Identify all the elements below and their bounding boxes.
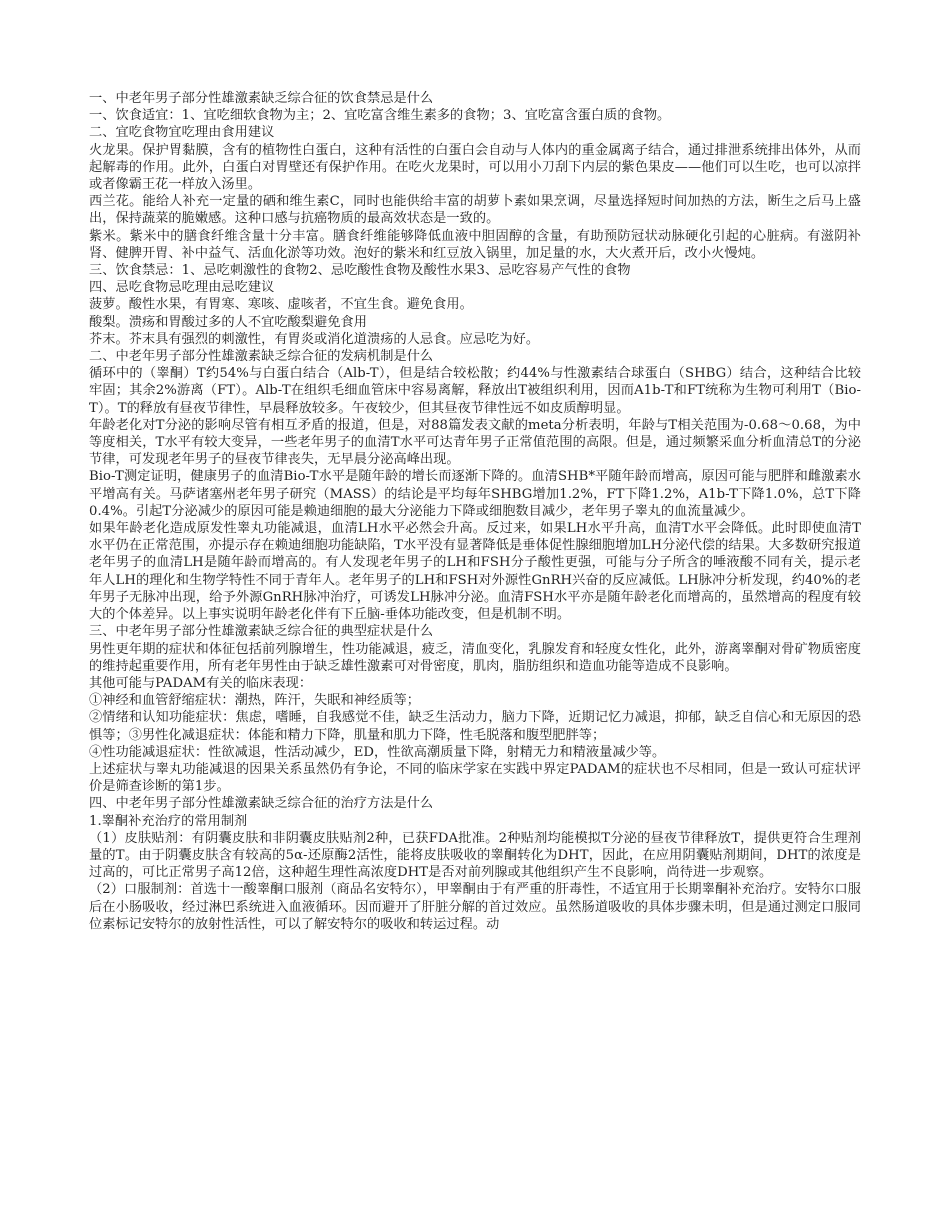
list-item: ②情绪和认知功能症状：焦虑，嗜睡，自我感觉不佳，缺乏生活动力，脑力下降，近期记忆力减退，抑郁，缺乏自信心和无原因的恐惧等；③男性化减退症状：体能和精力下降，肌量和肌力下降，性毛脱落和腹型肥胖等； <box>89 710 861 743</box>
paragraph: 酸梨。溃疡和胃酸过多的人不宜吃酸梨避免食用 <box>89 314 367 330</box>
sub-heading: 1.睾酮补充治疗的常用制剂 <box>89 813 248 829</box>
list-item: ④性功能减退症状：性欲减退，性活动减少，ED，性欲高潮质量下降，射精无力和精液量减少等。 <box>89 744 666 760</box>
section-heading: 四、中老年男子部分性雄激素缺乏综合征的治疗方法是什么 <box>89 796 434 812</box>
section-heading: 二、中老年男子部分性雄激素缺乏综合征的发病机制是什么 <box>89 349 434 365</box>
list-item: ①神经和血管舒缩症状：潮热，阵汗，失眠和神经质等； <box>89 693 420 709</box>
paragraph: 紫米。紫米中的膳食纤维含量十分丰富。膳食纤维能够降低血液中胆固醇的含量，有助预防冠状动脉硬化引起的心脏病。有滋阴补肾、健脾开胃、补中益气、活血化淤等功效。泡好的紫米和红豆放入锅里，加足量的水，大火煮开后，改小火慢炖。 <box>89 228 861 261</box>
paragraph: （2）口服制剂：首选十一酸睾酮口服剂（商品名安特尔），甲睾酮由于有严重的肝毒性，不适宜用于长期睾酮补充治疗。安特尔口服后在小肠吸收，经过淋巴系统进入血液循环。因而避开了肝脏分解的首过效应。虽然肠道吸收的具体步骤未明，但是通过测定口服同位素标记安特尔的放射性活性，可以了解安特尔的吸收和转运过程。动 <box>89 882 861 932</box>
paragraph: 男性更年期的症状和体征包括前列腺增生，性功能减退，疲乏，清血变化，乳腺发育和轻度女性化，此外，游离睾酮对骨矿物质密度的维持起重要作用，所有老年男性由于缺乏雄性激素可对骨密度，肌肉，脂肪组织和造血功能等造成不良影响。 <box>89 641 861 674</box>
section-heading: 四、忌吃食物忌吃理由忌吃建议 <box>89 280 275 296</box>
paragraph: 芥末。芥末具有强烈的刺激性，有胃炎或消化道溃疡的人忌食。应忌吃为好。 <box>89 331 540 347</box>
document-body <box>89 90 861 933</box>
paragraph: 如果年龄老化造成原发性睾丸功能减退，血清LH水平必然会升高。反过来，如果LH水平升高，血清T水平会降低。此时即使血清T水平仍在正常范围，亦提示存在赖迪细胞功能缺陷，T水平没有显著降低是垂体促性腺细胞增加LH分泌代偿的结果。大多数研究报道老年男子的血清LH是随年龄而增高的。有人发现老年男子的LH和FSH分子酸性更强，可能与分子所含的唾液酸不同有关，提示老年人LH的理化和生物学特性不同于青年人。老年男子的LH和FSH对外源性GnRH兴奋的反应减低。LH脉冲分析发现，约40%的老年男子无脉冲出现，给予外源GnRH脉冲治疗，可诱发LH脉冲分泌。血清FSH水平亦是随年龄老化而增高的，虽然增高的程度有较大的个体差异。以上事实说明年龄老化伴有下丘脑-垂体功能改变，但是机制不明。 <box>89 521 861 623</box>
paragraph: 其他可能与PADAM有关的临床表现： <box>89 675 313 691</box>
paragraph: Bio-T测定证明，健康男子的血清Bio-T水平是随年龄的增长而逐渐下降的。血清SHB*平随年龄而增高，原因可能与肥胖和雌激素水平增高有关。马萨诸塞州老年男子研究（MASS）的结论是平均每年SHBG增加1.2%，FT下降1.2%，A1b-T下降1.0%，总T下降0.4%。引起T分泌减少的原因可能是赖迪细胞的最大分泌能力下降或细胞数目减少，老年男子睾丸的血流量减少。 <box>89 469 861 519</box>
section-heading: 二、宜吃食物宜吃理由食用建议 <box>89 125 275 141</box>
paragraph: 火龙果。保护胃黏膜，含有的植物性白蛋白，这种有活性的白蛋白会自动与人体内的重金属离子结合，通过排泄系统排出体外，从而起解毒的作用。此外，白蛋白对胃壁还有保护作用。在吃火龙果时，可以用小刀刮下内层的紫色果皮——他们可以生吃，也可以凉拌或者像霸王花一样放入汤里。 <box>89 142 861 193</box>
paragraph: 年龄老化对T分泌的影响尽管有相互矛盾的报道，但是，对88篇发表文献的meta分析表明，年龄与T相关范围为-0.68～0.68，为中等度相关，T水平有较大变异，一些老年男子的血清T水平可达青年男子正常值范围的高限。但是，通过频繁采血分析血清总T的分泌节律，可发现老年男子的昼夜节律丧失，无早晨分泌高峰出现。 <box>89 417 861 468</box>
paragraph: 循环中的（睾酮）T约54%与白蛋白结合（Alb-T），但是结合较松散；约44%与性激素结合球蛋白（SHBG）结合，这种结合比较牢固；其余2%游离（FT）。Alb-T在组织毛细血管床中容易离解，释放出T被组织利用，因而A1b-T和FT统称为生物可利用T（Bio-T）。T的释放有昼夜节律性，早晨释放较多。午夜较少，但其昼夜节律性远不如皮质醇明显。 <box>89 366 861 416</box>
paragraph: 西兰花。能给人补充一定量的硒和维生素C，同时也能供给丰富的胡萝卜素如果烹调，尽量选择短时间加热的方法，断生之后马上盛出，保持蔬菜的脆嫩感。这种口感与抗癌物质的最高效状态是一致的。 <box>89 194 861 227</box>
paragraph: 一、饮食适宜：1、宜吃细软食物为主；2、宜吃富含维生素多的食物；3、宜吃富含蛋白质的食物。 <box>89 108 671 124</box>
paragraph: 上述症状与睾丸功能减退的因果关系虽然仍有争论，不同的临床学家在实践中界定PADAM的症状也不尽相同，但是一致认可症状评价是筛查诊断的第1步。 <box>89 761 861 795</box>
paragraph: 三、饮食禁忌：1、忌吃刺激性的食物2、忌吃酸性食物及酸性水果3、忌吃容易产气性的食物 <box>89 263 631 279</box>
section-heading: 一、中老年男子部分性雄激素缺乏综合征的饮食禁忌是什么 <box>89 91 434 106</box>
paragraph: （1）皮肤贴剂：有阴囊皮肤和非阴囊皮肤贴剂2种，已获FDA批准。2种贴剂均能模拟T分泌的昼夜节律释放T，提供更符合生理剂量的T。由于阴囊皮肤含有较高的5α-还原酶2活性，能将皮肤吸收的睾酮转化为DHT，因此，在应用阴囊贴剂期间，DHT的浓度是过高的，可比正常男子高12倍，这种超生理性高浓度DHT是否对前列腺或其他组织产生不良影响，尚待进一步观察。 <box>89 830 861 881</box>
paragraph: 菠萝。酸性水果，有胃寒、寒咳、虚咳者，不宜生食。避免食用。 <box>89 297 473 313</box>
section-heading: 三、中老年男子部分性雄激素缺乏综合征的典型症状是什么 <box>89 624 434 640</box>
